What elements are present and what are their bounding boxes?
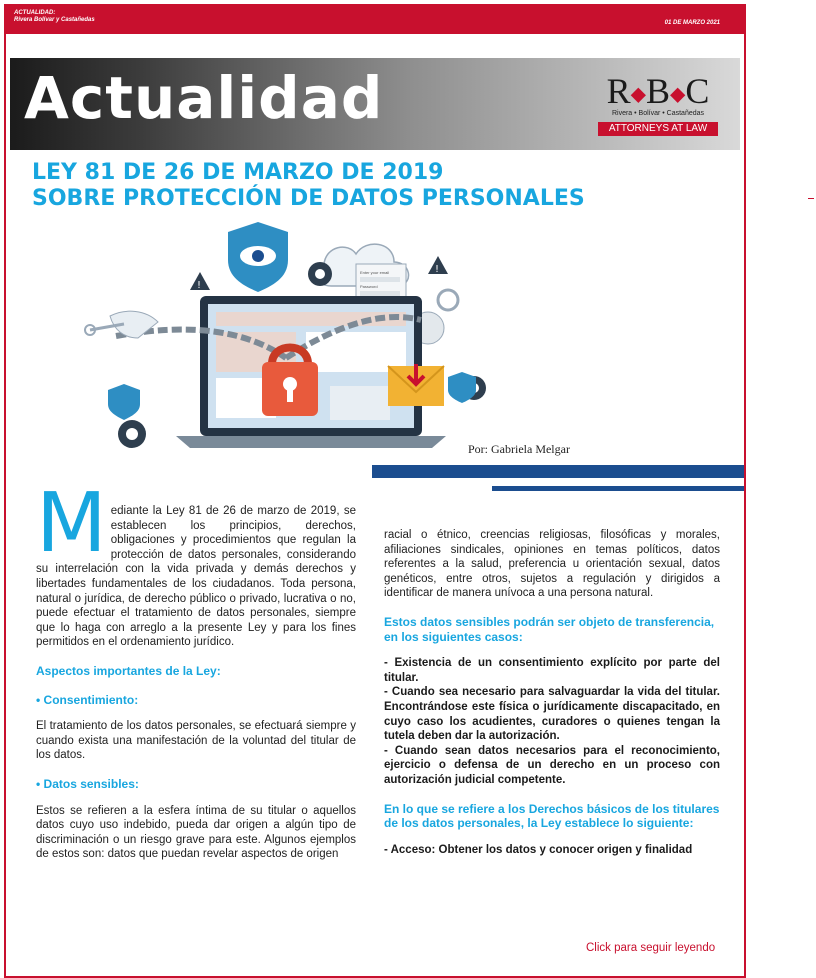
- login-field-email: Enter your email: [360, 270, 390, 275]
- login-field-password: Password: [360, 284, 378, 289]
- logo-names: Rivera • Bolívar • Castañedas: [611, 110, 705, 117]
- logo-letter-b: B: [645, 71, 670, 111]
- logo-dot-icon: ◆: [670, 83, 686, 106]
- case-1: - Existencia de un consentimiento explícito por parte del titular.: [384, 657, 720, 684]
- section-label: ACTUALIDAD:: [14, 10, 56, 16]
- logo-tagline: ATTORNEYS AT LAW: [598, 122, 718, 136]
- svg-text:!: !: [435, 264, 440, 275]
- case-3: - Cuando sean datos necesarios para el reconocimiento, ejercicio o defensa de un derecho en un proceso con autorización judicial competente.: [384, 744, 720, 786]
- login-field-password-box: [360, 291, 400, 296]
- logo-dot-icon: ◆: [630, 83, 646, 106]
- decor-stripe: [372, 465, 744, 478]
- drop-cap: M: [36, 476, 107, 571]
- aspects-heading: Aspectos importantes de la Ley:: [36, 663, 221, 678]
- top-bar-left: [14, 10, 95, 24]
- article-column-left: [36, 476, 356, 862]
- banner-title: Actualidad: [24, 64, 384, 132]
- consent-text: El tratamiento de los datos personales, se efectuará siempre y cuando exista una manifestación de la voluntad del titular de los datos.: [36, 720, 356, 762]
- intro-paragraph: [36, 476, 356, 650]
- title-banner: [10, 58, 740, 150]
- rbc-logo: [598, 72, 718, 142]
- rights-heading: En lo que se refiere a los Derechos básicos de los titulares de los datos personales, la Ley establece lo siguiente:: [384, 801, 720, 831]
- edge-mark: [808, 198, 814, 199]
- case-2: - Cuando sea necesario para salvaguardar la vida del titular. Encontrándose este física o jurídicamente discapacitado, en cuyo caso los acudientes, curadores o quienes tengan la tutela deben dar la autorización.: [384, 686, 720, 743]
- sensitive-text: Estos se refieren a la esfera íntima de su titular o aquellos datos cuyo uso indebido, pueda dar origen a algún tipo de discriminación o un riesgo grave para este. Algunos ejemplos de estos son: datos que puedan revelar aspectos de origen: [36, 804, 356, 861]
- intro-text: ediante la Ley 81 de 26 de marzo de 2019, se establecen los principios, derechos, obligaciones y procedimientos que regulan la protección de datos personales, considerando su interrelación con la vida privada y demás derechos y libertades fundamentales de los ciudadanos. Toda persona, natural o jurídica, de derecho público o privado, lucrativa o no, puede efectuar el tratamiento de datos personales, siempre que lo haga con arreglo a la presente Ley y para los fines permitidos en el ordenamiento jurídico.: [36, 505, 356, 649]
- sensitive-heading: • Datos sensibles:: [36, 776, 139, 791]
- login-field-email-box: [360, 277, 400, 282]
- consent-heading: • Consentimiento:: [36, 692, 139, 707]
- article-headline: [32, 160, 585, 212]
- firm-label: Rivera Bolívar y Castañedas: [14, 17, 95, 23]
- col2-text: racial o étnico, creencias religiosas, filosóficas y morales, afiliaciones sindicales, opiniones en temas políticos, datos referentes a la salud, preferencia u orientación sexual, datos genéticos, entre otros, sujetos a regulación y dirigidos a identificar de manera unívoca a una persona natural.: [384, 529, 720, 600]
- issue-date: 01 DE MARZO 2021: [664, 20, 720, 26]
- logo-letter-c: C: [685, 71, 710, 111]
- decor-stripe-thin: [492, 486, 744, 491]
- headline-line-2: SOBRE PROTECCIÓN DE DATOS PERSONALES: [32, 186, 585, 211]
- continue-reading-link[interactable]: Click para seguir leyendo: [586, 942, 716, 954]
- headline-line-1: LEY 81 DE 26 DE MARZO DE 2019: [32, 160, 444, 185]
- logo-letters: [598, 72, 718, 114]
- transfer-heading: Estos datos sensibles podrán ser objeto de transferencia, en los siguientes casos:: [384, 614, 715, 644]
- article-author: Por: Gabriela Melgar: [468, 442, 570, 456]
- access-item: - Acceso: Obtener los datos y conocer origen y finalidad: [384, 843, 693, 856]
- shield-icon: [108, 384, 140, 420]
- newsletter-page: [4, 4, 746, 978]
- article-column-right: [384, 528, 720, 857]
- top-bar: [6, 4, 744, 34]
- gear-icon: [438, 290, 458, 310]
- logo-letter-r: R: [606, 71, 631, 111]
- svg-text:!: !: [197, 280, 202, 291]
- data-protection-illustration: [76, 216, 506, 464]
